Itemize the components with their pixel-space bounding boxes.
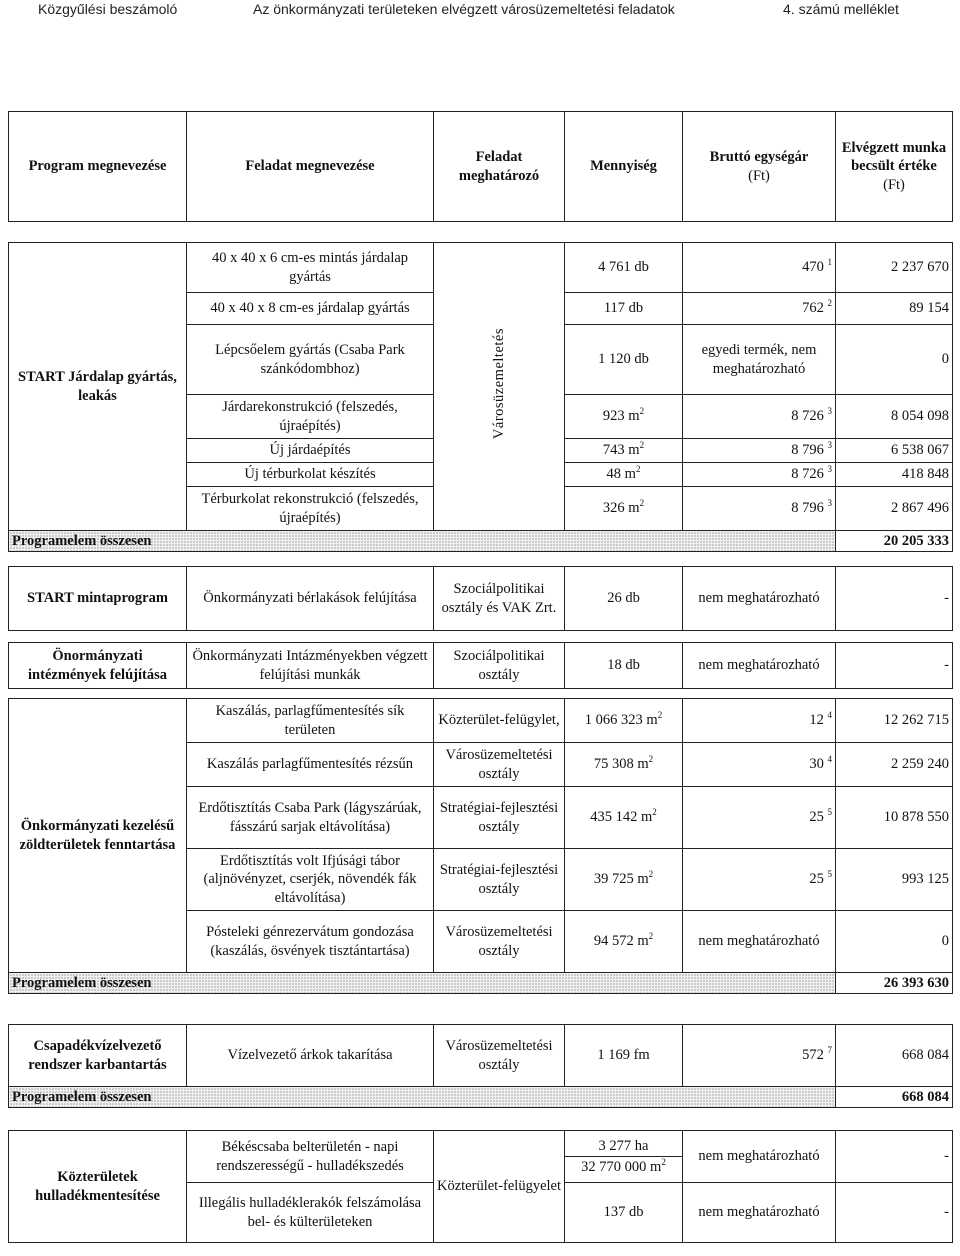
table-row (9, 699, 953, 743)
assigner-cell: Szociálpolitikai osztály (434, 643, 565, 689)
price-cell: 8 796 $^3$ (683, 439, 836, 463)
col-value: Elvégzett munka becsült értéke (Ft) (836, 112, 953, 222)
price-cell: 8 726 $^3$ (683, 463, 836, 487)
table-row (9, 643, 953, 689)
task-cell: Lépcsőelem gyártás (Csaba Park szánkódombhoz) (187, 325, 434, 395)
price-cell: nem meghatározható (683, 911, 836, 973)
task-cell: Új járdaépítés (187, 439, 434, 463)
qty-cell: 326 $m^2$ (565, 487, 683, 531)
section-csapadekviz (8, 1024, 953, 1108)
total-value: 26 393 630 (836, 973, 953, 994)
header-right: 4. számú melléklet (783, 1, 899, 17)
task-cell: Erdőtisztítás Csaba Park (lágyszárúak, fásszárú sarjak eltávolítása) (187, 787, 434, 849)
value-cell: - (836, 1131, 953, 1183)
price-cell: 8 726 $^3$ (683, 395, 836, 439)
qty-cell: 1 120 db (565, 325, 683, 395)
total-label: Programelem összesen (9, 531, 836, 552)
assigner-cell: Szociálpolitikai osztály és VAK Zrt. (434, 567, 565, 631)
total-row (9, 531, 953, 552)
task-cell: Járdarekonstrukció (felszedés, újraépítés) (187, 395, 434, 439)
qty-area: 3 277 ha (565, 1136, 682, 1157)
price-cell: nem meghatározható (683, 567, 836, 631)
price-cell: nem meghatározható (683, 1183, 836, 1243)
task-cell: Térburkolat rekonstrukció (felszedés, újraépítés) (187, 487, 434, 531)
page-header (0, 0, 960, 22)
price-cell: 762 $^2$ (683, 293, 836, 325)
price-cell: nem meghatározható (683, 1131, 836, 1183)
price-cell: nem meghatározható (683, 643, 836, 689)
section-start-jardalap (8, 242, 953, 552)
section-hulladekmentesites (8, 1130, 953, 1243)
col-unit-price: Bruttó egységár (Ft) (683, 112, 836, 222)
section-intezmenyek (8, 642, 953, 689)
program-name: Önkormányzati kezelésű zöldterületek fenntartása (9, 699, 187, 973)
assigner-cell: Közterület-felügylet, (434, 699, 565, 743)
price-cell: 8 796 $^3$ (683, 487, 836, 531)
value-cell: - (836, 567, 953, 631)
total-value: 668 084 (836, 1087, 953, 1108)
value-cell: 89 154 (836, 293, 953, 325)
assigner-cell: Városüzemeltetési osztály (434, 1025, 565, 1087)
qty-cell (565, 1131, 683, 1183)
price-cell: egyedi termék, nem meghatározható (683, 325, 836, 395)
col-task: Feladat megnevezése (187, 112, 434, 222)
task-cell: Új térburkolat készítés (187, 463, 434, 487)
total-value: 20 205 333 (836, 531, 953, 552)
qty-cell: 117 db (565, 293, 683, 325)
task-cell: Vízelvezető árkok takarítása (187, 1025, 434, 1087)
qty-cell: 1 066 323 $m^2$ (565, 699, 683, 743)
qty-cell: 18 db (565, 643, 683, 689)
table-row (9, 1025, 953, 1087)
value-cell: 2 237 670 (836, 243, 953, 293)
assigner-cell: Városüzemeltetési osztály (434, 743, 565, 787)
value-cell: 12 262 715 (836, 699, 953, 743)
task-cell: 40 x 40 x 6 cm-es mintás járdalap gyártás (187, 243, 434, 293)
program-name: Közterületek hulladékmentesítése (9, 1131, 187, 1243)
task-cell: Önkormányzati Intázményekben végzett felújítási munkák (187, 643, 434, 689)
task-cell: Pósteleki génrezervátum gondozása (kaszálás, ösvények tisztántartása) (187, 911, 434, 973)
table-row (9, 243, 953, 293)
total-label: Programelem összesen (9, 973, 836, 994)
program-name: START mintaprogram (9, 567, 187, 631)
qty-cell: 435 142 $m^2$ (565, 787, 683, 849)
total-row (9, 973, 953, 994)
program-name: Csapadékvízelvezető rendszer karbantartás (9, 1025, 187, 1087)
qty-cell: 75 308 $m^2$ (565, 743, 683, 787)
col-assigner: Feladat meghatározó (434, 112, 565, 222)
qty-cell: 137 db (565, 1183, 683, 1243)
task-cell: Kaszálás parlagfűmentesítés rézsűn (187, 743, 434, 787)
assigner-cell: Városüzemeltetési osztály (434, 911, 565, 973)
price-cell: 25 $^5$ (683, 849, 836, 911)
value-cell: 10 878 550 (836, 787, 953, 849)
price-cell: 30 $^4$ (683, 743, 836, 787)
assigner-cell: Stratégiai-fejlesztési osztály (434, 787, 565, 849)
total-label: Programelem összesen (9, 1087, 836, 1108)
price-cell: 25 $^5$ (683, 787, 836, 849)
header-center: Az önkormányzati területeken elvégzett városüzemeltetési feladatok (253, 1, 675, 17)
price-cell: 572 $^7$ (683, 1025, 836, 1087)
value-cell: 0 (836, 911, 953, 973)
qty-cell: 26 db (565, 567, 683, 631)
task-cell: Kaszálás, parlagfűmentesítés sík területen (187, 699, 434, 743)
task-cell: 40 x 40 x 8 cm-es járdalap gyártás (187, 293, 434, 325)
section-zoldteruletek (8, 698, 953, 994)
value-cell: 668 084 (836, 1025, 953, 1087)
qty-cell: 743 $m^2$ (565, 439, 683, 463)
qty-cell: 923 $m^2$ (565, 395, 683, 439)
value-cell: - (836, 643, 953, 689)
total-row (9, 1087, 953, 1108)
table-row (9, 567, 953, 631)
assigner-cell: Stratégiai-fejlesztési osztály (434, 849, 565, 911)
task-cell: Önkormányzati bérlakások felújítása (187, 567, 434, 631)
task-cell: Illegális hulladéklerakók felszámolása bel- és külterületeken (187, 1183, 434, 1243)
assigner-cell: Közterület-felügyelet (434, 1131, 565, 1243)
value-cell: 8 054 098 (836, 395, 953, 439)
col-program: Program megnevezése (9, 112, 187, 222)
task-cell: Békéscsaba belterületén - napi rendszerességű - hulladékszedés (187, 1131, 434, 1183)
value-cell: 2 867 496 (836, 487, 953, 531)
price-cell: 470 $^1$ (683, 243, 836, 293)
price-cell: 12 $^4$ (683, 699, 836, 743)
value-cell: - (836, 1183, 953, 1243)
value-cell: 2 259 240 (836, 743, 953, 787)
qty-cell: 4 761 db (565, 243, 683, 293)
header-left: Közgyűlési beszámoló (38, 1, 178, 17)
value-cell: 0 (836, 325, 953, 395)
column-header-table (8, 111, 953, 222)
table-row (9, 1131, 953, 1183)
value-cell: 418 848 (836, 463, 953, 487)
qty-cell: 94 572 $m^2$ (565, 911, 683, 973)
task-cell: Erdőtisztítás volt Ifjúsági tábor (aljnövényzet, cserjék, növendék fák eltávolítása) (187, 849, 434, 911)
col-quantity: Mennyiség (565, 112, 683, 222)
qty-cell: 1 169 fm (565, 1025, 683, 1087)
value-cell: 6 538 067 (836, 439, 953, 463)
qty-cell: 39 725 $m^2$ (565, 849, 683, 911)
qty-cell: 48 $m^2$ (565, 463, 683, 487)
qty-m2: 32 770 000 $m^2$ (581, 1157, 666, 1175)
value-cell: 993 125 (836, 849, 953, 911)
program-name: START Járdalap gyártás, leakás (9, 243, 187, 531)
program-name: Önormányzati intézmények felújítása (9, 643, 187, 689)
assigner-cell: Városüzemeltetés (434, 243, 565, 531)
section-start-mintaprogram (8, 566, 953, 631)
